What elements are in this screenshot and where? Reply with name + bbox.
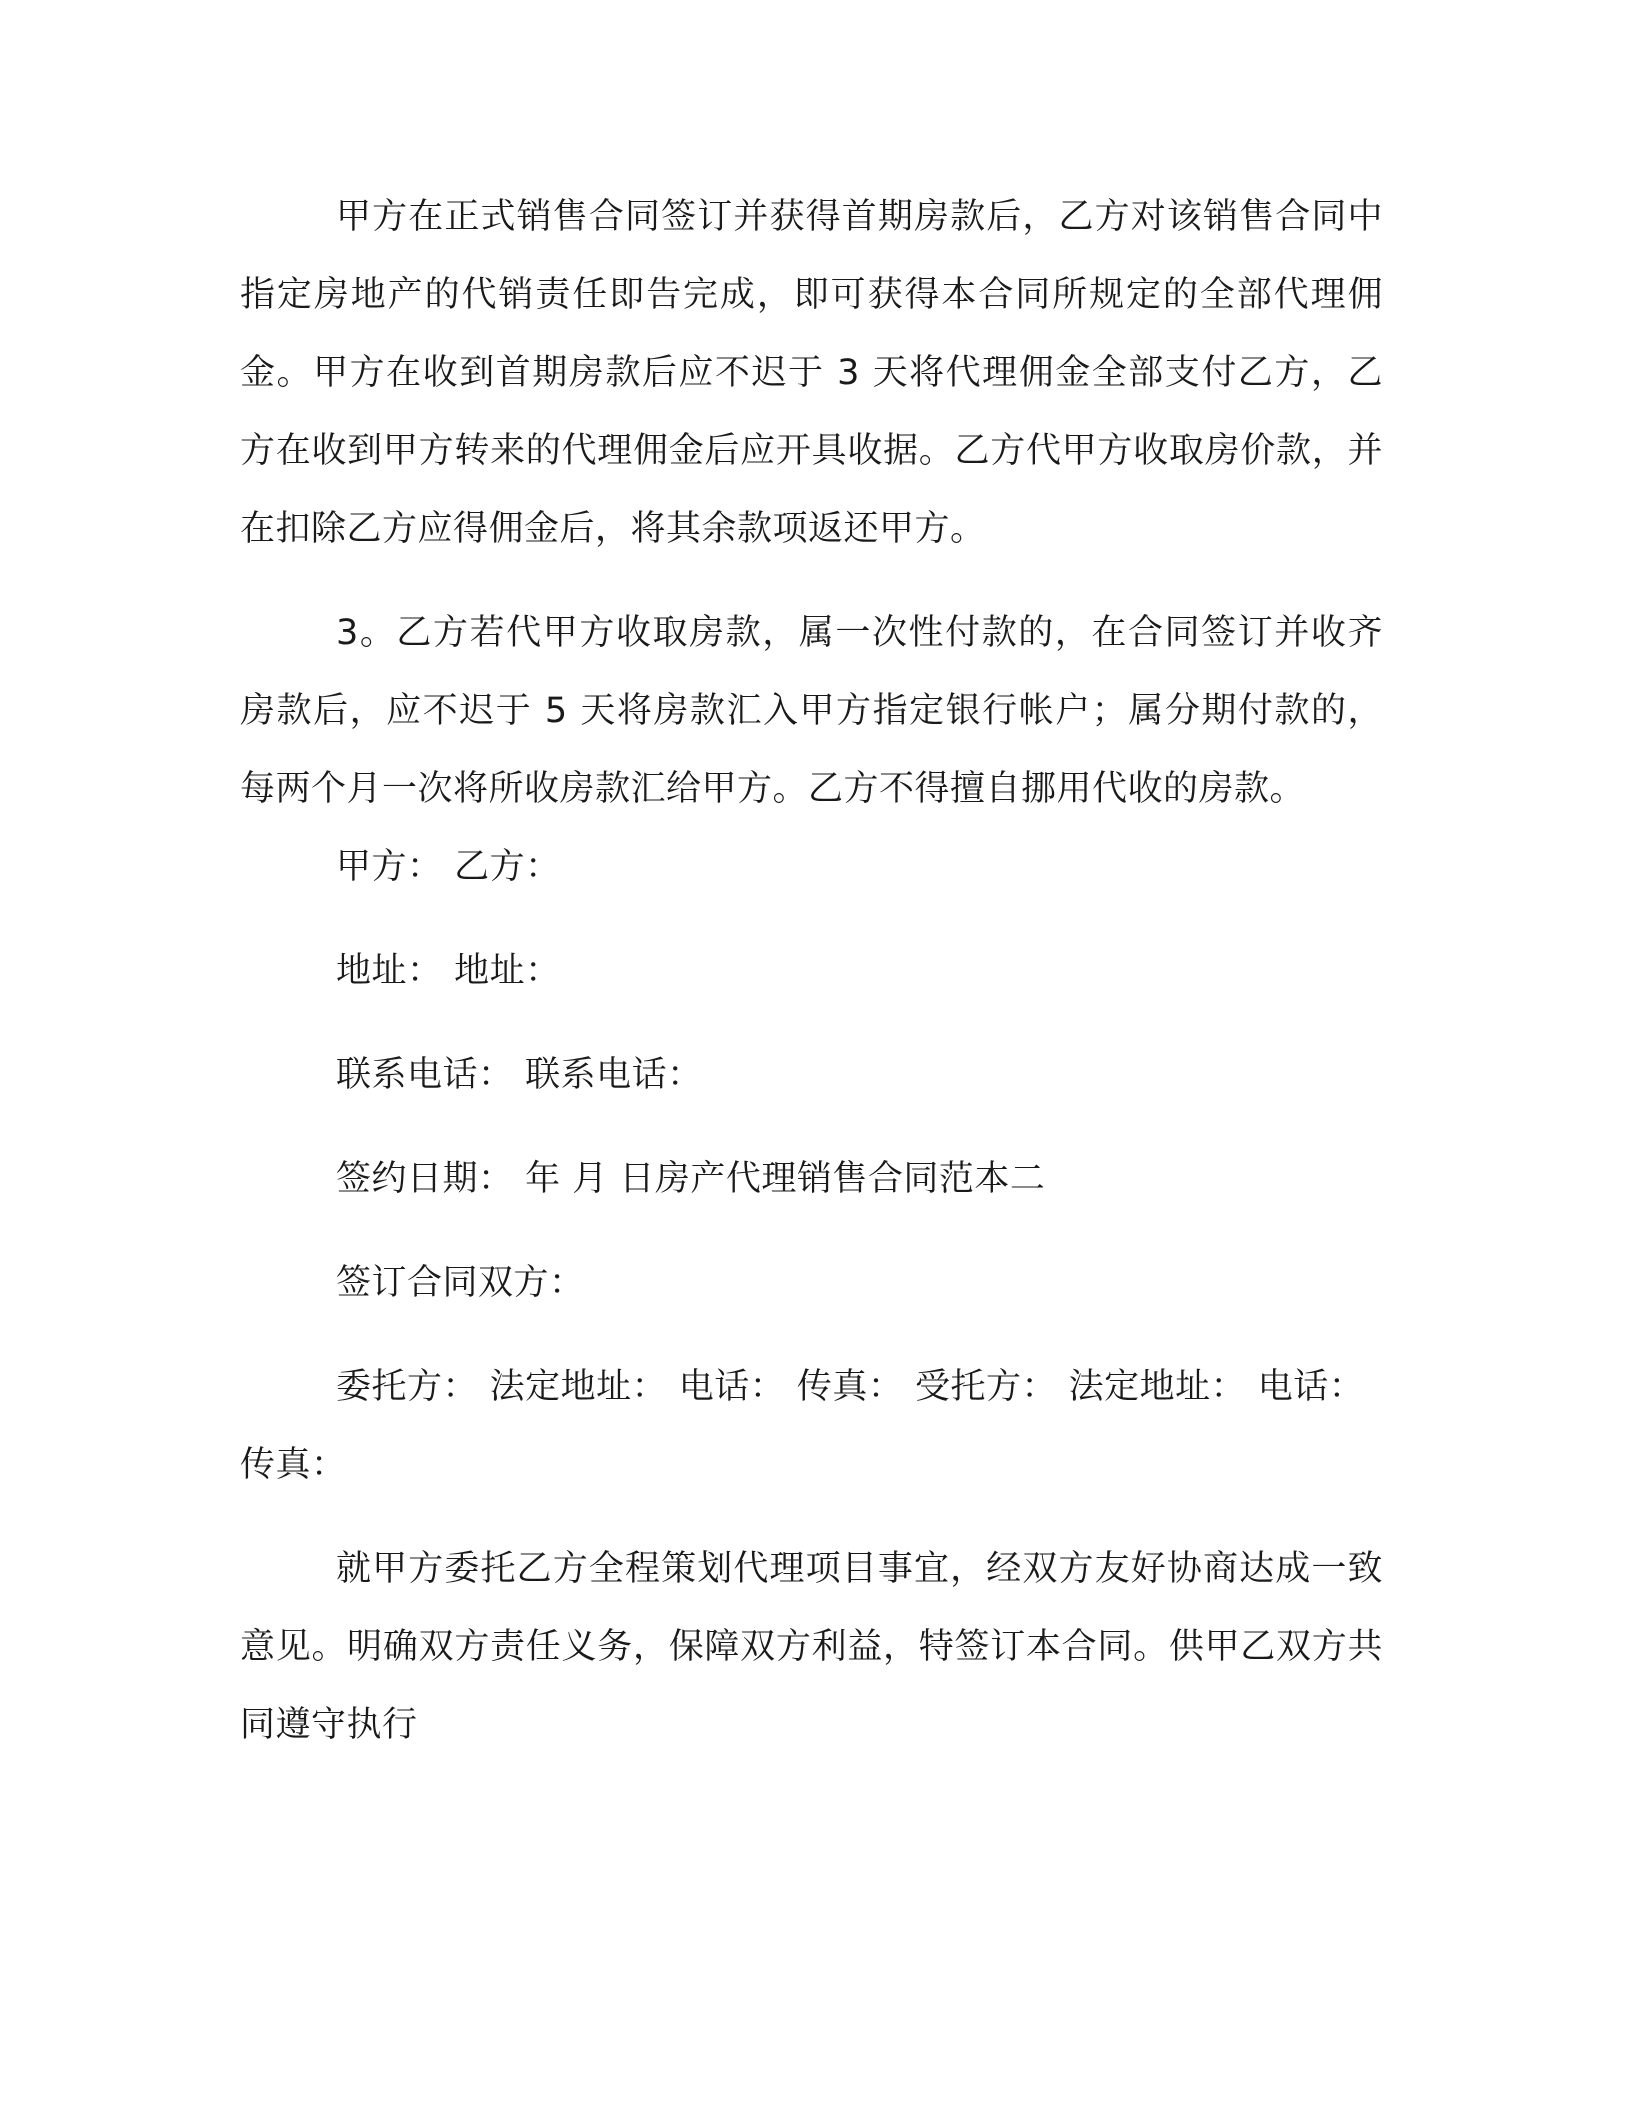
entrust-parties-line: 委托方： 法定地址： 电话： 传真： 受托方： 法定地址： 电话： 传真：	[240, 1367, 1365, 1485]
document-body	[240, 178, 1383, 1764]
paragraph-clause-3: 3。乙方若代甲方收取房款，属一次性付款的，在合同签订并收齐房款后，应不迟于 5 天将房款汇入甲方指定银行帐户；属分期付款的，每两个月一次将所收房款汇给甲方。乙方不得擅自挪用代收的房款。	[240, 613, 1383, 809]
parties-line: 甲方： 乙方：	[336, 847, 561, 887]
sign-date-line: 签约日期： 年 月 日房产代理销售合同范本二	[336, 1159, 1046, 1199]
phone-line: 联系电话： 联系电话：	[336, 1055, 703, 1095]
address-line: 地址： 地址：	[336, 951, 561, 991]
paragraph-commission-payment: 甲方在正式销售合同签订并获得首期房款后，乙方对该销售合同中指定房地产的代销责任即告完成，即可获得本合同所规定的全部代理佣金。甲方在收到首期房款后应不迟于 3 天将代理佣金全部支付乙方，乙方在收到甲方转来的代理佣金后应开具收据。乙方代甲方收取房价款，并在扣除乙方应得佣金后，将其余款项返还甲方。	[240, 197, 1383, 549]
paragraph-closing: 就甲方委托乙方全程策划代理项目事宜，经双方友好协商达成一致意见。明确双方责任义务，保障双方利益，特签订本合同。供甲乙双方共同遵守执行	[240, 1549, 1383, 1745]
contract-parties-heading: 签订合同双方：	[336, 1263, 585, 1303]
